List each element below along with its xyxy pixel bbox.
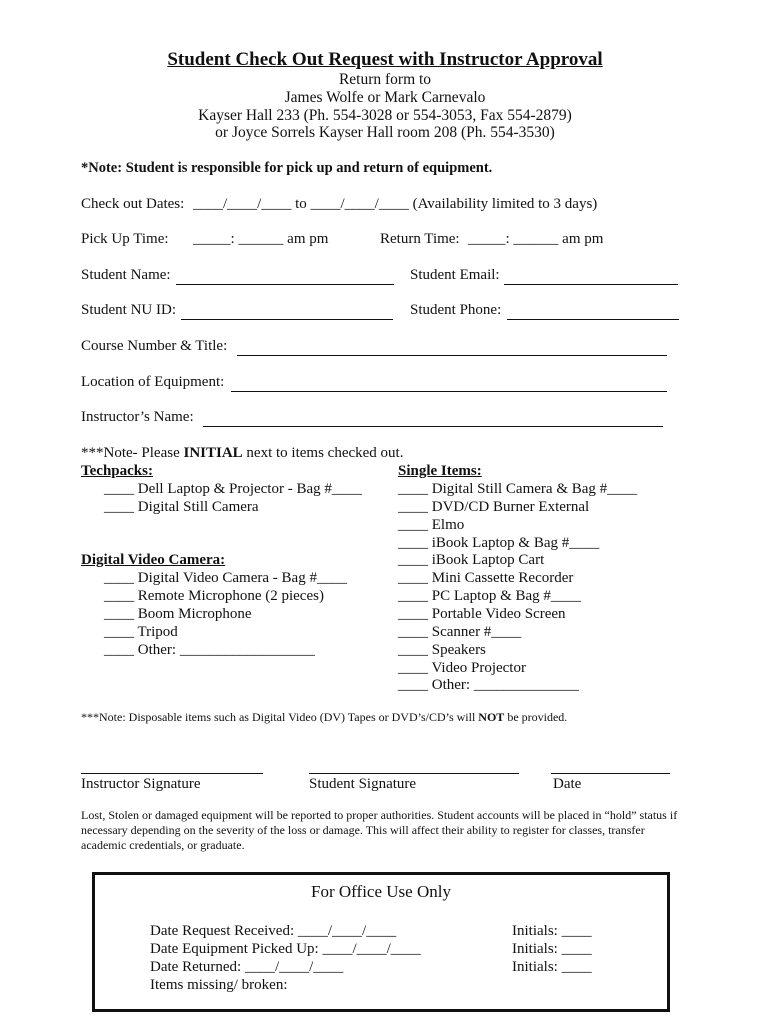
single-items-heading: Single Items: [398,463,482,479]
return-to-line: Return form to [338,71,432,88]
course-label: Course Number & Title: [81,338,228,354]
techpack-item[interactable]: ____ Dell Laptop & Projector - Bag #____ [104,481,362,497]
student-id-label: Student NU ID: [81,302,176,318]
single-item[interactable]: ____ Digital Still Camera & Bag #____ [398,481,638,497]
student-phone-field[interactable] [507,319,679,320]
student-email-label: Student Email: [410,267,500,283]
checkout-dates-label: Check out Dates: [81,196,185,212]
responsibility-note: *Note: Student is responsible for pick up and return of equipment. [81,160,493,176]
date-signature-line[interactable] [551,773,670,774]
items-missing-label: Items missing/ broken: [150,977,288,993]
contact-office-1: Kayser Hall 233 (Ph. 554-3028 or 554-3053, Fax 554-2879) [198,107,572,124]
single-item[interactable]: ____ iBook Laptop & Bag #____ [398,535,600,551]
techpack-item[interactable]: ____ Digital Still Camera [104,499,259,515]
contact-names: James Wolfe or Mark Carnevalo [284,89,486,106]
initial-note: ***Note- Please INITIAL next to items checked out. [81,445,404,461]
instructor-name-field[interactable] [203,426,663,427]
single-item[interactable]: ____ Video Projector [398,660,526,676]
single-item[interactable]: ____ iBook Laptop Cart [398,552,545,568]
student-phone-label: Student Phone: [410,302,502,318]
initials-field[interactable]: Initials: ____ [512,959,592,975]
student-name-field[interactable] [176,284,394,285]
video-camera-item[interactable]: ____ Other: __________________ [104,642,315,658]
initials-field[interactable]: Initials: ____ [512,923,592,939]
form-title: Student Check Out Request with Instructor Approval [167,49,603,70]
single-item[interactable]: ____ Scanner #____ [398,624,522,640]
initials-field[interactable]: Initials: ____ [512,941,592,957]
liability-paragraph: Lost, Stolen or damaged equipment will be reported to proper authorities. Student accounts will be placed in “hold” status if necessary depending on the severity of the loss or damage. This will affect their ability to register for classes, transfer academic credentials, or graduate. [81,808,678,852]
contact-office-2: or Joyce Sorrels Kayser Hall room 208 (Ph. 554-3530) [215,124,555,141]
return-time-label: Return Time: [380,231,460,247]
single-item[interactable]: ____ Other: ______________ [398,677,579,693]
pickup-time-label: Pick Up Time: [81,231,169,247]
office-use-title: For Office Use Only [311,882,451,901]
video-camera-item[interactable]: ____ Tripod [104,624,178,640]
video-camera-item[interactable]: ____ Remote Microphone (2 pieces) [104,588,324,604]
single-item[interactable]: ____ DVD/CD Burner External [398,499,590,515]
checkout-dates-field[interactable]: ____/____/____ to ____/____/____ (Availability limited to 3 days) [193,196,598,212]
single-item[interactable]: ____ Speakers [398,642,486,658]
techpacks-heading: Techpacks: [81,463,153,479]
location-label: Location of Equipment: [81,374,225,390]
date-label: Date [553,776,582,792]
video-camera-heading: Digital Video Camera: [81,552,226,568]
instructor-signature-label: Instructor Signature [81,776,201,792]
course-field[interactable] [237,355,667,356]
video-camera-item[interactable]: ____ Boom Microphone [104,606,252,622]
pickup-time-field[interactable]: _____: ______ am pm [193,231,329,247]
date-picked-up-field[interactable]: Date Equipment Picked Up: ____/____/____ [150,941,421,957]
student-signature-line[interactable] [309,773,519,774]
disposable-note: ***Note: Disposable items such as Digital Video (DV) Tapes or DVD’s/CD’s will NOT be provided. [81,710,568,724]
single-item[interactable]: ____ Mini Cassette Recorder [398,570,574,586]
date-returned-field[interactable]: Date Returned: ____/____/____ [150,959,344,975]
video-camera-item[interactable]: ____ Digital Video Camera - Bag #____ [104,570,347,586]
student-email-field[interactable] [504,284,678,285]
student-signature-label: Student Signature [309,776,417,792]
return-time-field[interactable]: _____: ______ am pm [468,231,604,247]
student-id-field[interactable] [181,319,393,320]
instructor-name-label: Instructor’s Name: [81,409,194,425]
single-item[interactable]: ____ Portable Video Screen [398,606,566,622]
instructor-signature-line[interactable] [81,773,263,774]
student-name-label: Student Name: [81,267,171,283]
date-request-received-field[interactable]: Date Request Received: ____/____/____ [150,923,397,939]
location-field[interactable] [231,391,667,392]
single-item[interactable]: ____ Elmo [398,517,465,533]
single-item[interactable]: ____ PC Laptop & Bag #____ [398,588,581,604]
